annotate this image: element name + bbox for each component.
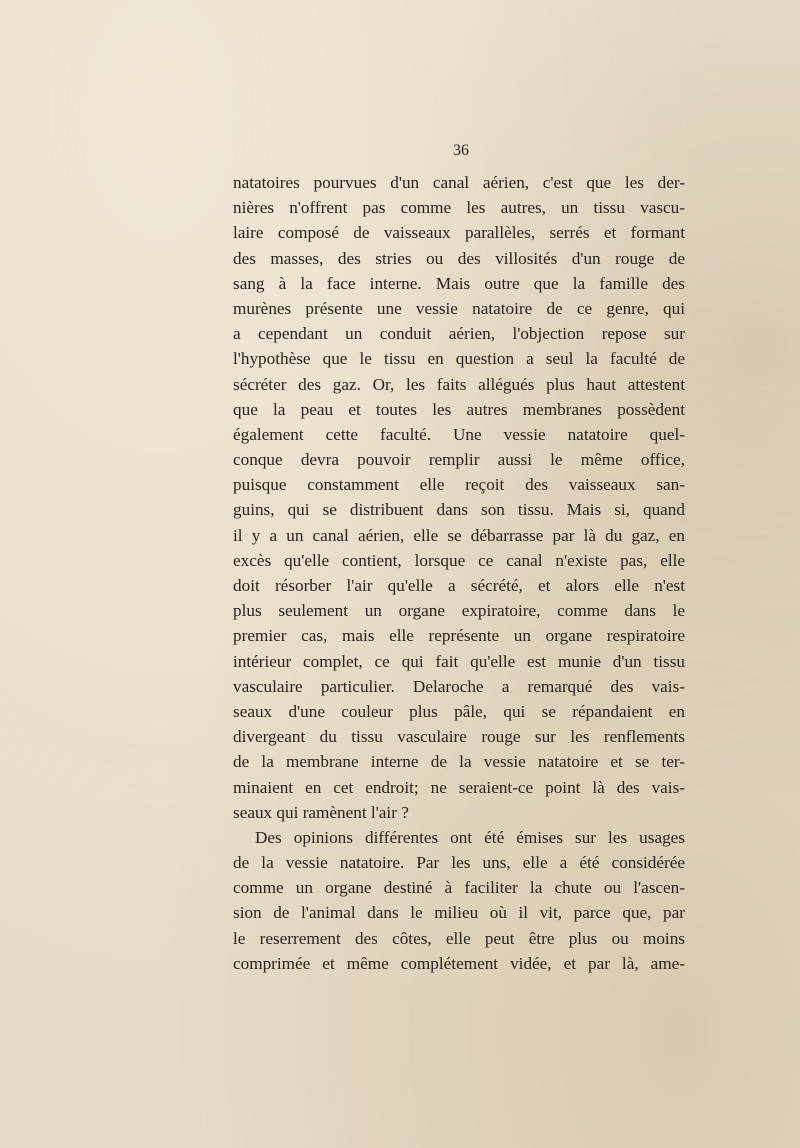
text-line: divergeant du tissu vasculaire rouge sur les renflements bbox=[233, 727, 685, 747]
text-line: a cependant un conduit aérien, l'objection repose sur bbox=[233, 324, 685, 344]
text-line: intérieur complet, ce qui fait qu'elle est munie d'un tissu bbox=[233, 651, 685, 671]
text-line: le reserrement des côtes, elle peut être plus ou moins bbox=[233, 928, 685, 948]
text-line: l'hypothèse que le tissu en question a seul la faculté de bbox=[233, 349, 685, 369]
text-line: nières n'offrent pas comme les autres, un tissu vascu- bbox=[233, 198, 685, 218]
text-line: minaient en cet endroit; ne seraient-ce point là des vais- bbox=[233, 777, 685, 797]
text-line: sécréter des gaz. Or, les faits allégués plus haut attestent bbox=[233, 374, 685, 394]
paragraph-2 bbox=[233, 825, 685, 976]
text-line: natatoires pourvues d'un canal aérien, c'est que les der- bbox=[233, 173, 685, 192]
text-line: comme un organe destiné à faciliter la chute ou l'ascen- bbox=[233, 878, 685, 898]
text-line: premier cas, mais elle représente un organe respiratoire bbox=[233, 626, 685, 646]
text-line: vasculaire particulier. Delaroche a remarqué des vais- bbox=[233, 676, 685, 696]
text-line: excès qu'elle contient, lorsque ce canal n'existe pas, elle bbox=[233, 550, 685, 570]
paragraph-1 bbox=[233, 170, 685, 825]
text-line: également cette faculté. Une vessie natatoire quel- bbox=[233, 424, 685, 444]
text-line: que la peau et toutes les autres membranes possèdent bbox=[233, 399, 685, 419]
text-line: comprimée et même complétement vidée, et par là, ame- bbox=[233, 953, 685, 973]
text-line: plus seulement un organe expiratoire, comme dans le bbox=[233, 601, 685, 621]
text-line: laire composé de vaisseaux parallèles, serrés et formant bbox=[233, 223, 685, 243]
text-line: guins, qui se distribuent dans son tissu. Mais si, quand bbox=[233, 500, 685, 520]
text-line: il y a un canal aérien, elle se débarrasse par là du gaz, en bbox=[233, 525, 685, 545]
text-line: Des opinions différentes ont été émises sur les usages bbox=[255, 827, 685, 847]
text-line: des masses, des stries ou des villosités d'un rouge de bbox=[233, 248, 685, 268]
text-line: murènes présente une vessie natatoire de ce genre, qui bbox=[233, 298, 685, 318]
body-text bbox=[233, 170, 685, 976]
text-line: conque devra pouvoir remplir aussi le même office, bbox=[233, 450, 685, 470]
text-line: de la vessie natatoire. Par les uns, elle a été considérée bbox=[233, 853, 685, 873]
text-line: doit résorber l'air qu'elle a sécrété, et alors elle n'est bbox=[233, 576, 685, 595]
text-line: sion de l'animal dans le milieu où il vit, parce que, par bbox=[233, 903, 685, 923]
text-line: de la membrane interne de la vessie natatoire et se ter- bbox=[233, 752, 685, 772]
text-line: puisque constamment elle reçoit des vaisseaux san- bbox=[233, 475, 685, 495]
text-line: seaux d'une couleur plus pâle, qui se répandaient en bbox=[233, 701, 685, 721]
text-line: seaux qui ramènent l'air ? bbox=[233, 802, 409, 822]
text-line: sang à la face interne. Mais outre que la famille des bbox=[233, 273, 685, 293]
page-number: 36 bbox=[453, 142, 469, 159]
